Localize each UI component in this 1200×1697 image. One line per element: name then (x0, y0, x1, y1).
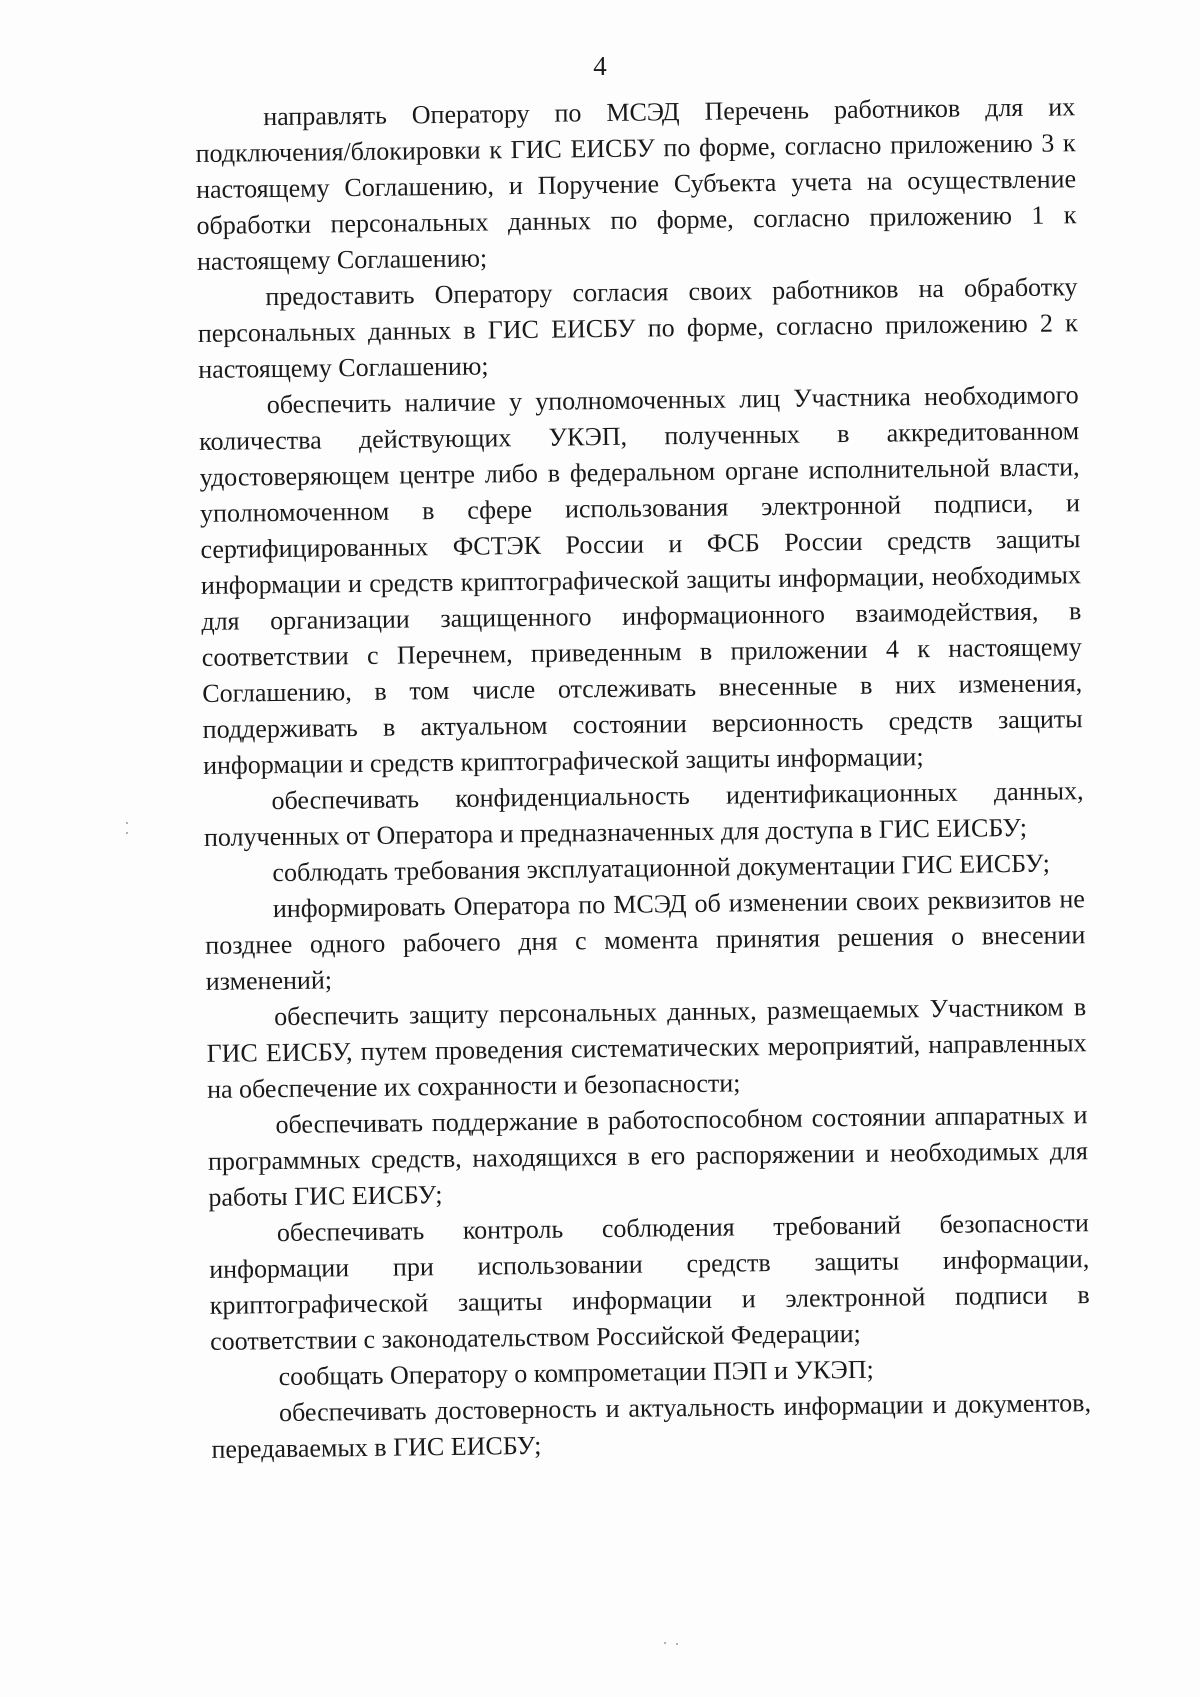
paragraph-confidentiality: обеспечивать конфиденциальность идентификационных данных, полученных от Оператора и предназначенных для доступа в ГИС ЕИСБУ; (203, 776, 1084, 852)
paragraph-report-compromise: сообщать Оператору о компрометации ПЭП и УКЭП; (278, 1354, 874, 1392)
scan-speck (126, 832, 128, 834)
scan-speck (676, 1643, 678, 1645)
paragraph-ensure-signatures: обеспечить наличие у уполномоченных лиц Участника необходимого количества действующих УКЭП, полученных в аккредитованном удостоверяющем центре либо в федеральном органе исполнительной власти, уполномоченном в сфере использования электронной подписи, и сертифицированных ФСТЭК России и ФСБ России средств защиты информации и средств криптографической защиты информации, необходимых для организации защищенного информационного взаимодействия, в соответствии с Перечнем, приведенным в приложении 4 к настоящему Соглашению, в том числе отслеживать внесенные в них изменения, поддерживать в актуальном состоянии версионность средств защиты информации и средств криптографической защиты информации; (198, 380, 1083, 780)
paragraph-submit-employee-list: направлять Оператору по МСЭД Перечень работников для их подключения/блокировки к ГИС ЕИСБУ по форме, согласно приложению 3 к настоящему Соглашению, и Поручение Субъекта учета на осуществление обработки персональных данных по форме, согласно приложению 1 к настоящему Соглашению; (195, 92, 1077, 276)
page-number: 4 (593, 51, 607, 81)
paragraph-provide-consents: предоставить Оператору согласия своих работников на обработку персональных данных в ГИС ЕИСБУ по форме, согласно приложению 2 к настоящему Соглашению; (197, 272, 1078, 384)
paragraph-inform-requisites: информировать Оператора по МСЭД об изменении своих реквизитов не позднее одного рабочего дня с момента принятия решения о внесении изменений; (205, 884, 1086, 996)
paragraph-security-control: обеспечивать контроль соблюдения требований безопасности информации при использовании средств защиты информации, криптографической защиты информации и электронной подписи в соответствии с законодательством Российской Федерации; (209, 1208, 1090, 1356)
paragraph-ensure-accuracy: обеспечивать достоверность и актуальность информации и документов, передаваемых в ГИС ЕИСБУ; (211, 1388, 1092, 1464)
paragraph-protect-personal-data: обеспечить защиту персональных данных, размещаемых Участником в ГИС ЕИСБУ, путем проведения систематических мероприятий, направленных на обеспечение их сохранности и безопасности; (206, 992, 1087, 1104)
scan-speck (126, 822, 128, 824)
scan-speck (664, 1642, 666, 1644)
paragraph-maintain-hardware: обеспечивать поддержание в работоспособном состоянии аппаратных и программных средств, находящихся в его распоряжении и необходимых для работы ГИС ЕИСБУ; (207, 1100, 1089, 1212)
paragraph-comply-documentation: соблюдать требования эксплуатационной документации ГИС ЕИСБУ; (272, 848, 1051, 888)
document-body (195, 89, 1092, 1468)
